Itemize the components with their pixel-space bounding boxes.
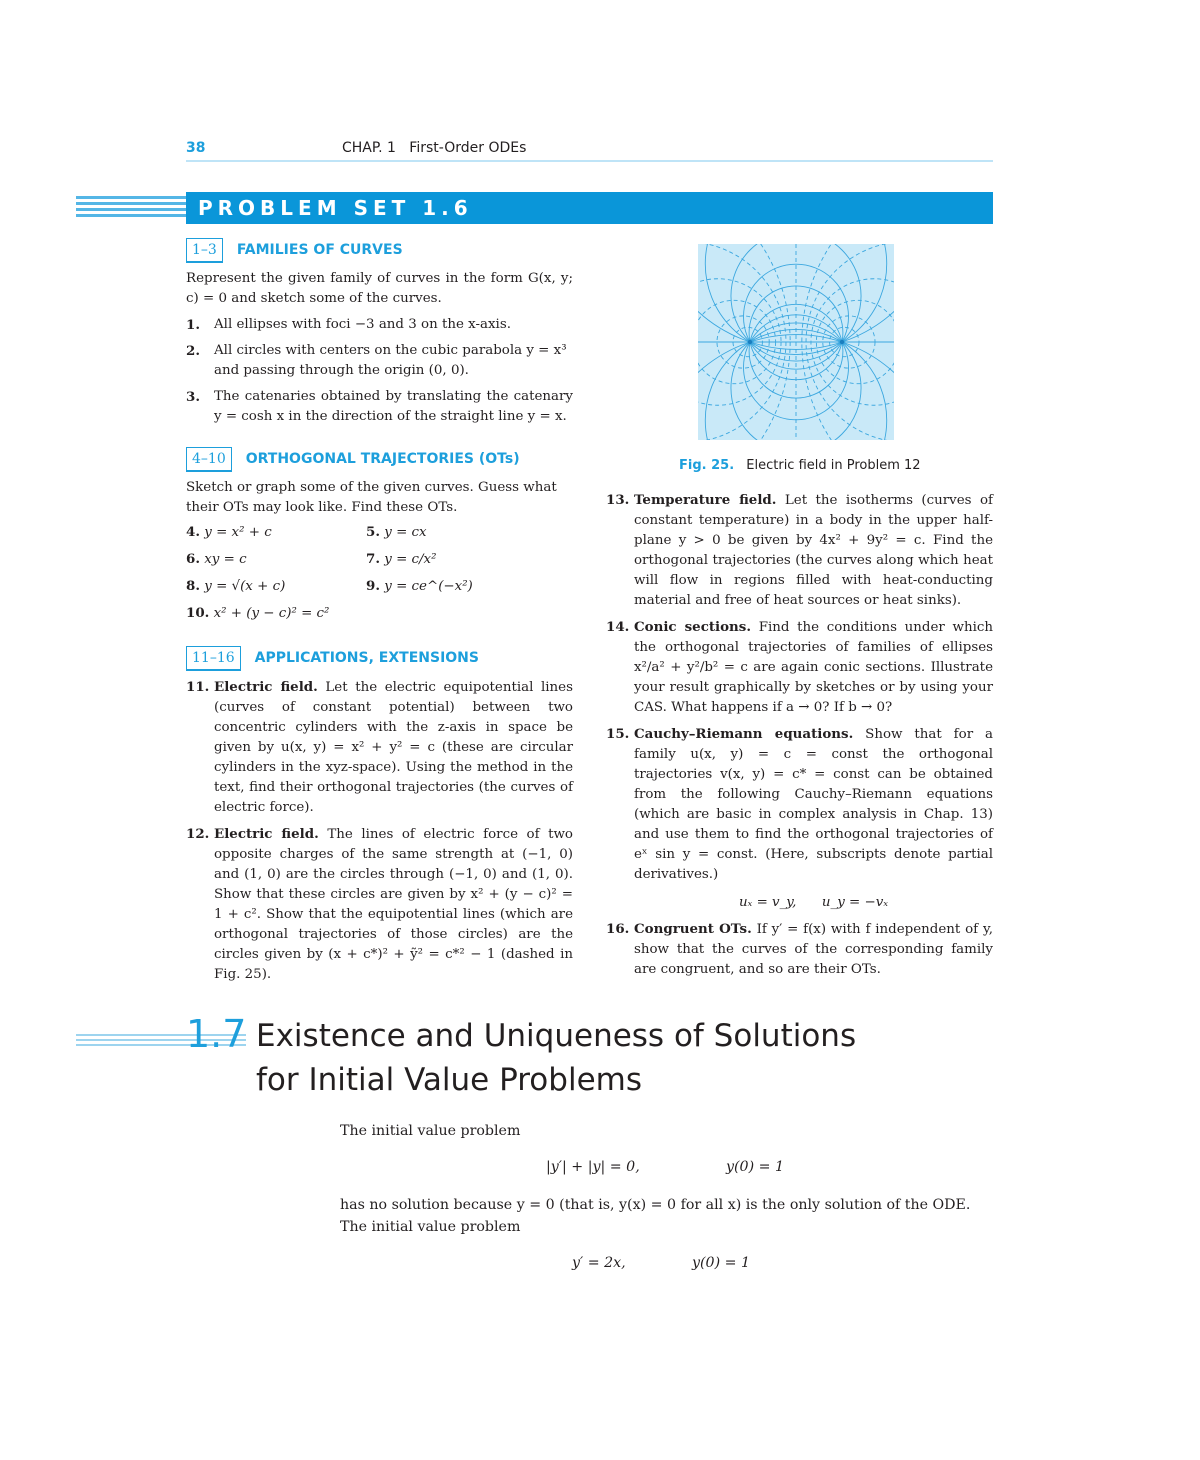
charge-point: [840, 340, 844, 344]
problem-heading: Electric field.: [214, 826, 319, 842]
section-title-line-1: Existence and Uniqueness of Solutions: [256, 1018, 857, 1054]
problem-number: 5.: [366, 524, 380, 540]
section-families-heading: [186, 238, 573, 263]
figure-label: Fig. 25.: [679, 458, 735, 473]
problems-6-7: [186, 549, 573, 570]
figure-25: [698, 244, 894, 440]
equation-1: [340, 1156, 1000, 1178]
problem-number: 4.: [186, 524, 200, 540]
problem-number: 14.: [606, 619, 630, 635]
section-range: 11–16: [186, 646, 241, 671]
problem-15: [606, 724, 993, 913]
problem-number: 16.: [606, 921, 630, 937]
electric-field-plot: [698, 244, 894, 440]
problem-12: [186, 824, 573, 985]
problem-text: Let the electric equipotential lines (curves of constant potential) between two concentric cylinders with the z-axis in space be given by u(x, y) = x² + y² = c (these are circular cylinders in the xyz-space). Using the method in the text, find their orthogonal trajectories (the curves of electric force).: [214, 680, 573, 815]
problem-number: 2.: [186, 343, 200, 359]
problem-2: [186, 341, 573, 381]
section-title: ORTHOGONAL TRAJECTORIES (OTs): [245, 451, 520, 467]
problem-6-equation: xy = c: [204, 552, 247, 567]
problem-11: [186, 677, 573, 818]
problem-heading: Cauchy–Riemann equations.: [634, 726, 854, 742]
problem-16: [606, 919, 993, 980]
section-intro: Sketch or graph some of the given curves. Guess what their OTs may look like. Find these OTs.: [186, 480, 557, 515]
problem-14: [606, 617, 993, 718]
section-title-line-2: for Initial Value Problems: [256, 1062, 642, 1098]
problem-number: 10.: [186, 605, 210, 621]
section-body: [340, 1120, 1000, 1274]
equation-right: y(0) = 1: [726, 1159, 785, 1175]
figure-caption-text: Electric field in Problem 12: [746, 458, 921, 473]
equation-2: [340, 1252, 1000, 1274]
section-range: 4–10: [186, 447, 232, 472]
paragraph: has no solution because y = 0 (that is, y(x) = 0 for all x) is the only solution of the ODE.: [340, 1197, 971, 1213]
problem-13: [606, 490, 993, 611]
problem-text: Find the conditions under which the orthogonal trajectories of families of ellipses x²/a² + y²/b² = c are again conic sections. Illustrate your result graphically by sketches or by using your CAS. What happens if a → 0? If b → 0?: [634, 620, 993, 715]
equation-right: y(0) = 1: [692, 1255, 751, 1271]
problem-5-equation: y = cx: [384, 525, 427, 540]
problem-8-equation: y = √(x + c): [204, 579, 286, 594]
section-orthogonal-heading: [186, 447, 573, 472]
problem-heading: Temperature field.: [634, 492, 777, 508]
section-title: FAMILIES OF CURVES: [236, 242, 403, 258]
problem-text: The catenaries obtained by translating the catenary y = cosh x in the direction of the straight line y = x.: [214, 389, 573, 424]
problem-number: 12.: [186, 826, 210, 842]
problem-set-title: PROBLEM SET 1.6: [198, 196, 473, 220]
left-column: [186, 238, 573, 985]
header-rule: [186, 160, 993, 162]
problem-text: The lines of electric force of two opposite charges of the same strength at (−1, 0) and (1, 0) are the circles through (−1, 0) and (1, 0). Show that these circles are given by x² + (y − c)² = 1 + c². Show that the equipotential lines (which are orthogonal trajectories of those circles) are the circles given by (x + c*)² + ỹ² = c*² − 1 (dashed in Fig. 25).: [214, 827, 573, 982]
problem-number: 1.: [186, 317, 200, 333]
problem-text: Let the isotherms (curves of constant temperature) in a body in the upper half-plane y > 0 be given by 4x² + 9y² = c. Find the orthogonal trajectories (the curves along which heat will flow in regions filled with heat-conducting material and free of heat sources or heat sinks).: [634, 493, 993, 608]
problem-10-equation: x² + (y − c)² = c²: [213, 606, 330, 621]
figure-caption: [679, 458, 921, 473]
charge-point: [748, 340, 752, 344]
page-number: 38: [186, 140, 206, 156]
section-title: [256, 1014, 856, 1102]
problem-heading: Conic sections.: [634, 619, 751, 635]
section-number: 1.7: [186, 1012, 247, 1056]
problem-number: 7.: [366, 551, 380, 567]
equation-left: |y′| + |y| = 0,: [546, 1159, 640, 1175]
problem-number: 11.: [186, 679, 210, 695]
running-header: CHAP. 1 First-Order ODEs: [342, 140, 527, 156]
problems-4-5: [186, 522, 573, 543]
problem-number: 9.: [366, 578, 380, 594]
problem-number: 15.: [606, 726, 630, 742]
problem-text: All circles with centers on the cubic parabola y = x³ and passing through the origin (0, 0).: [214, 343, 567, 378]
cauchy-riemann-equation: uₓ = v_y, u_y = −vₓ: [738, 895, 889, 910]
right-column: [606, 484, 993, 980]
problem-number: 8.: [186, 578, 200, 594]
problem-7-equation: y = c/x²: [384, 552, 437, 567]
problem-10: [186, 603, 573, 624]
section-intro: Represent the given family of curves in the form G(x, y; c) = 0 and sketch some of the curves.: [186, 271, 573, 306]
problem-heading: Electric field.: [214, 679, 318, 695]
problem-number: 13.: [606, 492, 630, 508]
problem-set-decoration: [76, 196, 186, 220]
equation-left: y′ = 2x,: [572, 1255, 626, 1271]
problem-4-equation: y = x² + c: [204, 525, 272, 540]
section-range: 1–3: [186, 238, 223, 263]
paragraph: The initial value problem: [340, 1123, 521, 1139]
problems-8-9: [186, 576, 573, 597]
problem-text: If y′ = f(x) with f independent of y, show that the curves of the corresponding family are congruent, and so are their OTs.: [634, 922, 993, 977]
problem-heading: Congruent OTs.: [634, 921, 752, 937]
problem-text: Show that for a family u(x, y) = c = const the orthogonal trajectories v(x, y) = c* = const can be obtained from the following Cauchy–Riemann equations (which are basic in complex analysis in Chap. 13) and use them to find the orthogonal trajectories of eˣ sin y = const. (Here, subscripts denote partial derivatives.): [634, 727, 993, 882]
problem-3: [186, 387, 573, 427]
section-title: APPLICATIONS, EXTENSIONS: [254, 650, 479, 666]
problem-number: 6.: [186, 551, 200, 567]
problem-1: [186, 315, 573, 335]
section-applications-heading: [186, 646, 573, 671]
problem-number: 3.: [186, 389, 200, 405]
problem-text: All ellipses with foci −3 and 3 on the x-axis.: [214, 317, 511, 332]
problem-9-equation: y = ce^(−x²): [384, 579, 473, 594]
paragraph: The initial value problem: [340, 1219, 521, 1235]
